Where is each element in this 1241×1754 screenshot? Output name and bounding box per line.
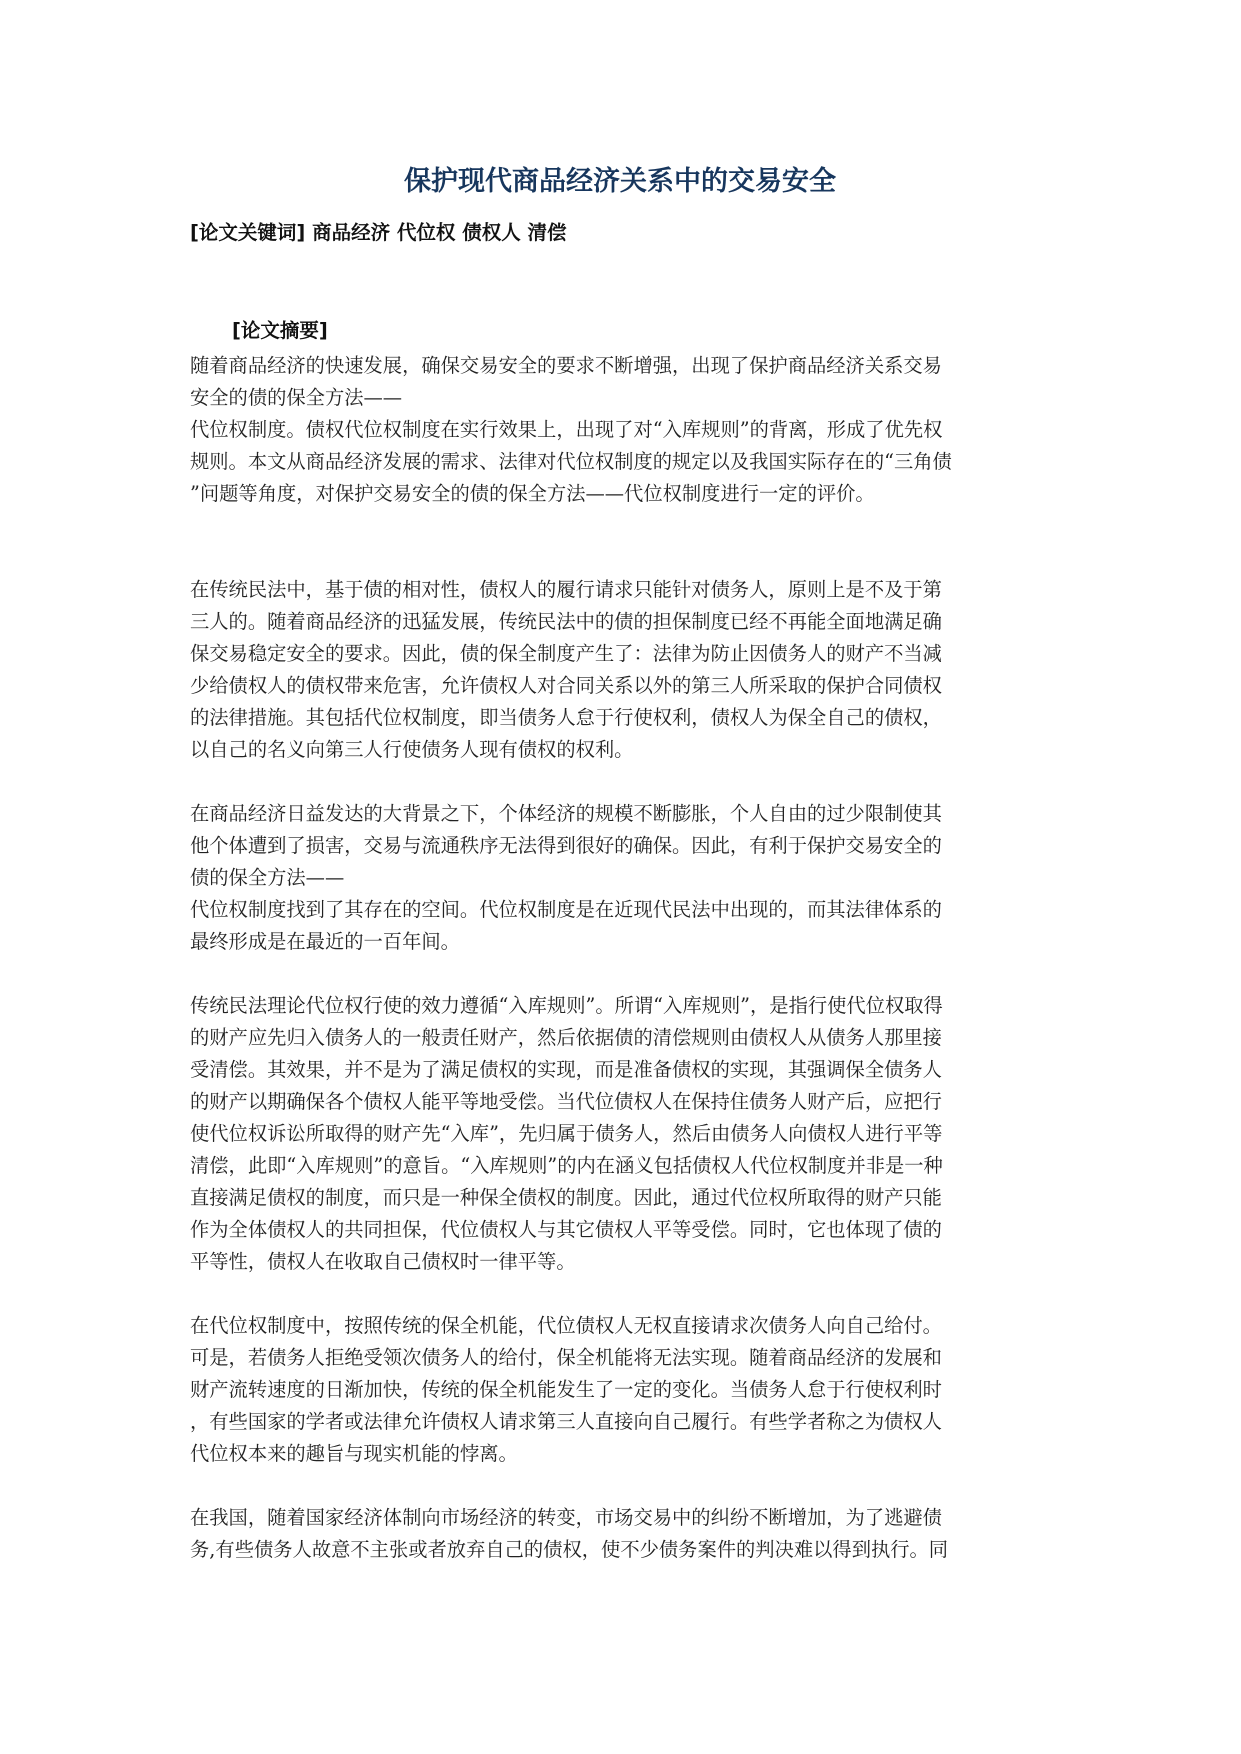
abstract-paragraph: [190, 350, 1052, 510]
body-paragraph: [190, 990, 1052, 1278]
text-line: 作为全体债权人的共同担保，代位债权人与其它债权人平等受偿。同时，它也体现了债的: [190, 1218, 942, 1241]
text-line: ”问题等角度，对保护交易安全的债的保全方法——代位权制度进行一定的评价。: [190, 482, 875, 505]
text-line: 清偿，此即“入库规则”的意旨。“入库规则”的内在涵义包括债权人代位权制度并非是一种: [190, 1154, 943, 1177]
text-line: 在传统民法中，基于债的相对性，债权人的履行请求只能针对债务人，原则上是不及于第: [190, 578, 942, 601]
text-line: 随着商品经济的快速发展，确保交易安全的要求不断增强，出现了保护商品经济关系交易: [190, 354, 942, 377]
text-line: 三人的。随着商品经济的迅猛发展，传统民法中的债的担保制度已经不再能全面地满足确: [190, 610, 942, 633]
text-line: 少给债权人的债权带来危害，允许债权人对合同关系以外的第三人所采取的保护合同债权: [190, 674, 942, 697]
text-line: 在商品经济日益发达的大背景之下，个体经济的规模不断膨胀，个人自由的过少限制使其: [190, 802, 942, 825]
abstract-heading: [论文摘要]: [232, 319, 328, 342]
text-line: 受清偿。其效果，并不是为了满足债权的实现，而是准备债权的实现，其强调保全债务人: [190, 1058, 942, 1081]
text-line: 可是，若债务人拒绝受领次债务人的给付，保全机能将无法实现。随着商品经济的发展和: [190, 1346, 942, 1369]
body-paragraph: [190, 574, 1052, 766]
text-line: 在代位权制度中，按照传统的保全机能，代位债权人无权直接请求次债务人向自己给付。: [190, 1314, 942, 1337]
text-line: 代位权本来的趣旨与现实机能的悖离。: [190, 1442, 518, 1465]
text-line: 以自己的名义向第三人行使债务人现有债权的权利。: [190, 738, 634, 761]
text-line: 保交易稳定安全的要求。因此，债的保全制度产生了：法律为防止因债务人的财产不当减: [190, 642, 942, 665]
text-line: 的财产应先归入债务人的一般责任财产，然后依据债的清偿规则由债权人从债务人那里接: [190, 1026, 942, 1049]
text-line: 最终形成是在最近的一百年间。: [190, 930, 460, 953]
text-line: 传统民法理论代位权行使的效力遵循“入库规则”。所谓“入库规则”，是指行使代位权取得: [190, 994, 943, 1017]
text-line: 务,有些债务人故意不主张或者放弃自己的债权，使不少债务案件的判决难以得到执行。同: [190, 1538, 949, 1561]
document-body: [190, 350, 1052, 1566]
body-paragraph: [190, 1502, 1052, 1566]
text-line: 直接满足债权的制度，而只是一种保全债权的制度。因此，通过代位权所取得的财产只能: [190, 1186, 942, 1209]
text-line: 他个体遭到了损害，交易与流通秩序无法得到很好的确保。因此，有利于保护交易安全的: [190, 834, 942, 857]
keywords-line: [论文关键词] 商品经济 代位权 债权人 清偿: [190, 221, 567, 244]
text-line: 在我国，随着国家经济体制向市场经济的转变，市场交易中的纠纷不断增加，为了逃避债: [190, 1506, 942, 1529]
text-line: 安全的债的保全方法——: [190, 386, 403, 409]
body-paragraph: [190, 1310, 1052, 1470]
text-line: 平等性，债权人在收取自己债权时一律平等。: [190, 1250, 576, 1273]
text-line: 代位权制度找到了其存在的空间。代位权制度是在近现代民法中出现的，而其法律体系的: [190, 898, 942, 921]
document-title: 保护现代商品经济关系中的交易安全: [404, 166, 836, 197]
text-line: 的财产以期确保各个债权人能平等地受偿。当代位债权人在保持住债务人财产后，应把行: [190, 1090, 942, 1113]
text-line: 使代位权诉讼所取得的财产先“入库”，先归属于债务人，然后由债务人向债权人进行平等: [190, 1122, 943, 1145]
text-line: 债的保全方法——: [190, 866, 345, 889]
body-paragraph: [190, 798, 1052, 958]
text-line: 财产流转速度的日渐加快，传统的保全机能发生了一定的变化。当债务人怠于行使权利时: [190, 1378, 942, 1401]
text-line: 代位权制度。债权代位权制度在实行效果上，出现了对“入库规则”的背离，形成了优先权: [190, 418, 943, 441]
text-line: 规则。本文从商品经济发展的需求、法律对代位权制度的规定以及我国实际存在的“三角债: [190, 450, 952, 473]
text-line: ，有些国家的学者或法律允许债权人请求第三人直接向自己履行。有些学者称之为债权人: [190, 1410, 942, 1433]
text-line: 的法律措施。其包括代位权制度，即当债务人怠于行使权利，债权人为保全自己的债权，: [190, 706, 942, 729]
